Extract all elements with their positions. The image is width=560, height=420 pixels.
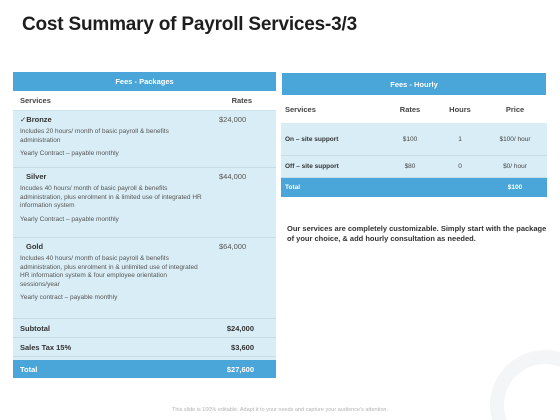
package-description: Includes 40 hours/ month of basic payroll & benefits administration, plus enrolment in & unlimited use of integrated HR information system & four employee orientation sessions/year [20,255,198,288]
col-hours: Hours [449,105,471,114]
subtotal-value: $24,000 [226,323,254,333]
package-name: Bronze [26,114,52,124]
service-name: Off – site support [285,163,339,170]
col-services: Services [285,105,316,114]
col-services: Services [20,96,51,105]
slide-title: Cost Summary of Payroll Services-3/3 [22,14,357,35]
hourly-total-label: Total [285,184,301,191]
package-rate: $64,000 [219,241,247,251]
packages-header: Fees - Packages [13,72,276,91]
package-name: Gold [26,241,44,251]
package-description: Includes 20 hours/ month of basic payroll & benefits administration [20,128,169,144]
hourly-column-headers [281,96,547,123]
service-name: On – site support [285,135,339,143]
package-contract: Yearly contract – payable monthly [20,294,118,302]
footer-text: This slide is 100% editable. Adapt it to your needs and capture your audience's attention. [172,407,388,413]
package-name: Silver [26,171,47,181]
package-gold [13,238,276,319]
package-silver [13,168,276,238]
packages-total-row [13,360,276,378]
service-price: $100/ hour [499,135,531,143]
packages-total-value: $27,600 [226,364,254,374]
packages-column-headers [13,91,276,111]
service-hours: 0 [458,163,462,170]
col-price: Price [505,105,525,114]
sales-tax-value: $3,600 [231,342,254,352]
customization-note: Our services are completely customizable. Simply start with the package of your choice, & add hourly consultation as needed. [287,224,547,243]
hourly-total-row [281,178,547,197]
subtotal-row [13,319,276,338]
check-icon: ✓ [20,114,27,124]
package-rate: $44,000 [219,171,247,181]
package-description: Incudes 40 hours/ month of basic payroll & benefits administration, plus enrolment in & limited use of integrated HR information system [20,185,202,210]
col-rates: Rates [399,105,421,114]
hourly-row-offsite [281,156,547,178]
subtotal-label: Subtotal [20,323,50,333]
package-contract: Yearly Contract – payable monthly [20,215,119,223]
hourly-total-value: $100 [507,184,523,191]
service-hours: 1 [458,135,462,143]
hourly-header: Fees - Hourly [281,72,547,96]
hourly-row-onsite [281,123,547,156]
packages-total-label: Total [20,364,38,374]
packages-table [13,72,276,378]
service-price: $0/ hour [503,163,527,170]
service-rate: $100 [402,135,418,143]
service-rate: $80 [404,163,416,170]
package-rate: $24,000 [219,114,247,124]
package-contract: Yearly Contract – payable monthly [20,150,119,158]
hourly-table [281,72,547,197]
sales-tax-label: Sales Tax 15% [20,342,72,352]
package-bronze [13,111,276,168]
col-rates: Rates [231,96,252,105]
sales-tax-row [13,338,276,357]
